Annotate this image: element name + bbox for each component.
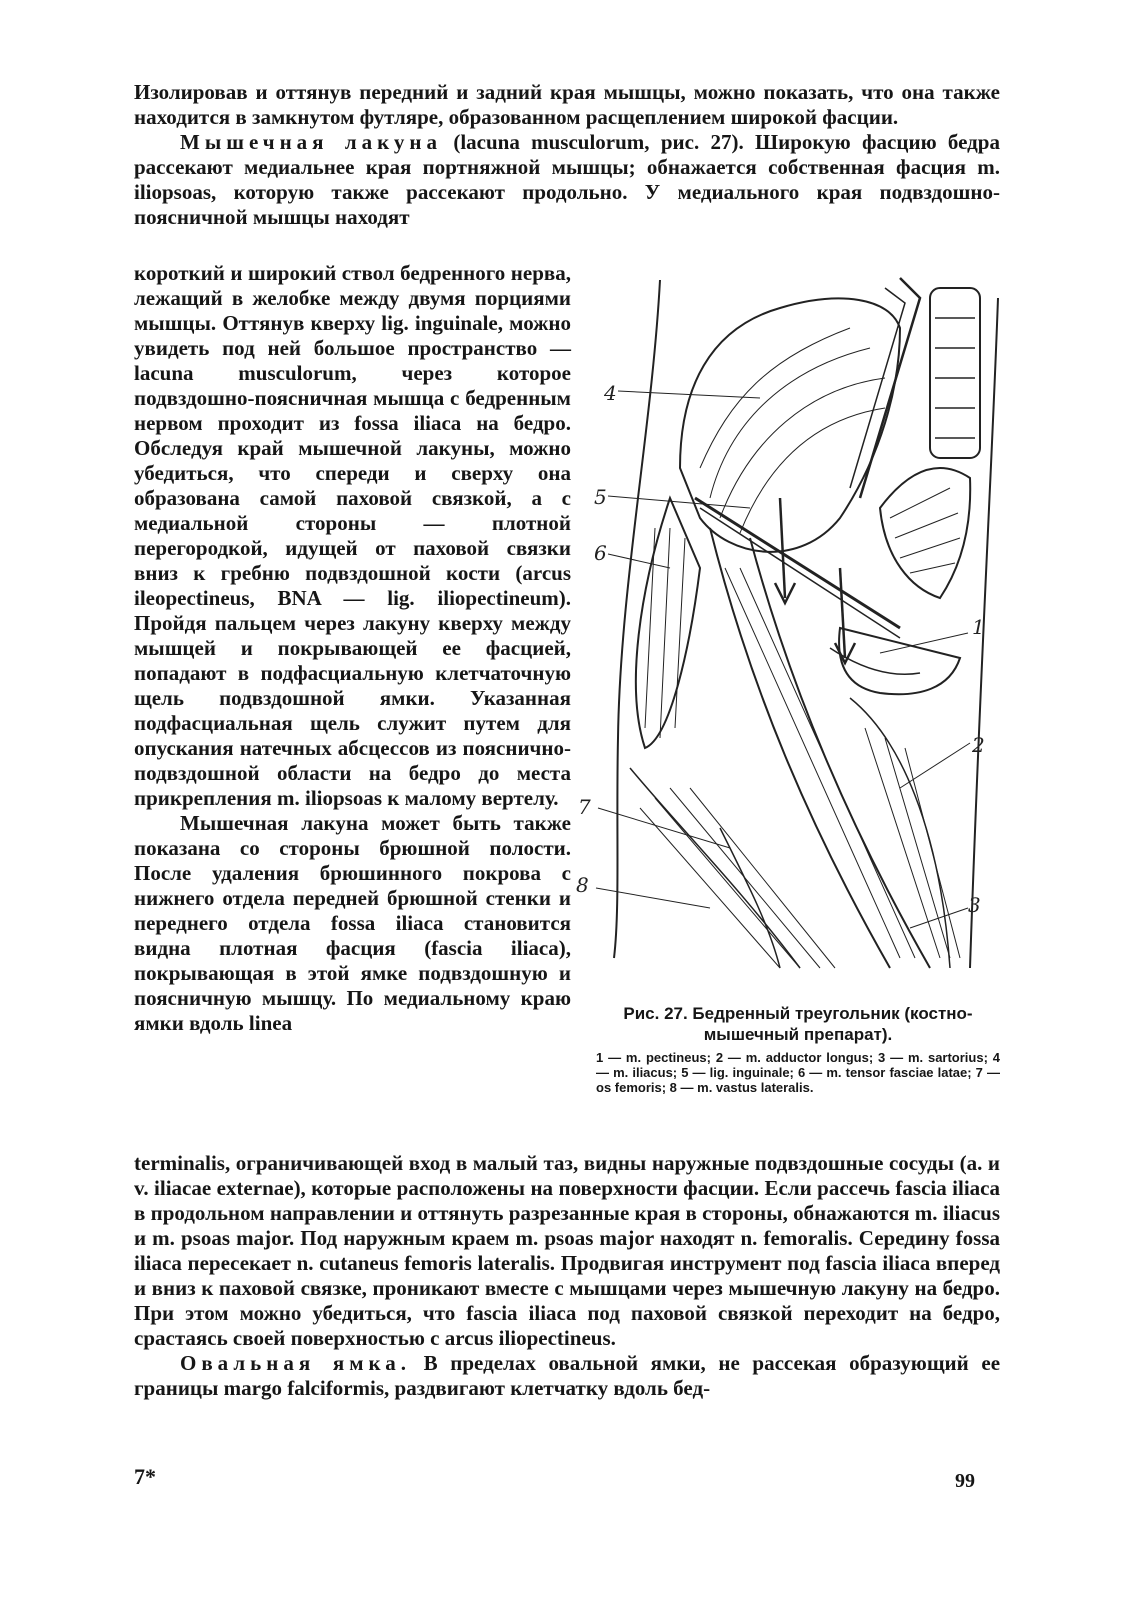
figure-label-2: 2: [972, 733, 985, 757]
figure-label-7: 7: [578, 795, 591, 819]
paragraph-intro: Изолировав и оттянув передний и задний края мышцы, можно показать, что она также находится в замкнутом футляре, образованном расщеплением широкой фасции.: [134, 80, 1000, 129]
arrow-vascular: [840, 568, 845, 658]
leader-8: [596, 888, 710, 908]
caption-title: Рис. 27. Бедренный треугольник (костно-мышечный препарат).: [623, 1004, 973, 1044]
figure-27-illustration: [576, 268, 1000, 998]
bottom-paragraph-1: terminalis, ограничивающей вход в малый таз, видны наружные подвздошные сосуды (a. и v. iliacae externae), которые расположены на поверхности фасции. Если рассечь fascia iliaca в продольном направлении и оттянуть разрезанные края в стороны, обнажаются m. iliacus и m. psoas major. Под наружным краем m. psoas major находят n. femoralis. Серединy fossa iliaca пересекает n. cutaneus femoris lateralis. Продвигая инструмент под fascia iliaca вперед и вниз к паховой связке, проникают вместе с мышцами через мышечную лакуну на бедро. При этом можно убедиться, что fascia iliaca под паховой связкой переходит на бедро, срастаясь своей поверхностью с arcus iliopectineus.: [134, 1151, 1000, 1350]
figure-caption: [596, 1003, 1000, 1095]
column-paragraph-2: Мышечная лакуна может быть также показана со стороны брюшной полости. После удаления брюшинного покрова с нижнего отдела передней брюшной стенки и переднего отдела fossa iliaca становится видна плотная фасция (fascia iliaca), покрывающая в этой ямке подвздошную и поясничную мышцу. По медиальному краю ямки вдоль linea: [134, 811, 571, 1035]
figure-label-4: 4: [604, 381, 617, 405]
spine-column: [930, 288, 980, 458]
figure-label-1: 1: [972, 615, 985, 639]
femoral-triangle-drawing: [576, 268, 1000, 998]
bottom-text-block: [134, 1151, 1000, 1401]
leader-3: [910, 908, 968, 928]
column-paragraph-1: короткий и широкий ствол бедренного нерва, лежащий в желобке между двумя порциями мышцы. Оттянув кверху lig. inguinale, можно увидеть под ней большое пространство — lacuna musculorum, через которое подвздошно-поясничная мышца с бедренным нервом проходит из fossa iliaca на бедро. Обследуя край мышечной лакуны, можно убедиться, что спереди и сверху она образована самой паховой связкой, а с медиальной стороны — плотной перегородкой, идущей от паховой связки вниз к гребню подвздошной кости (arcus ileopectineus, BNA — lig. iliopectineum). Пройдя пальцем через лакуну кверху между мышцей и покрывающей ее фасцией, попадают в подфасциальную клетчаточную щель подвздошной ямки. Указанная подфасциальная щель служит путем для опускания натечных абсцессов из пояснично-подвздошной области на бедро до места прикрепления m. iliopsoas к малому вертелу.: [134, 261, 571, 810]
top-text-block: [134, 80, 1000, 230]
iliac-wing: [680, 298, 900, 551]
left-column-text: [134, 261, 571, 1036]
iliacus-fibers: [710, 348, 870, 498]
section-heading-lacuna: Мышечная лакуна: [180, 130, 443, 154]
caption-legend: 1 — m. pectineus; 2 — m. adductor longus; 3 — m. sartorius; 4 — m. iliacus; 5 — lig. inguinale; 6 — m. tensor fasciae latae; 7 — os femoris; 8 — m. vastus lateralis.: [596, 1050, 1000, 1095]
bottom-paragraph-oval: [134, 1351, 1000, 1401]
bottom-paragraph-oval-text: В пределах овальной ямки, не рассекая образующий ее границы margo falciformis, раздвигают клетчатку вдоль бед-: [134, 1351, 1001, 1400]
arrow-lacuna: [780, 498, 785, 598]
figure-label-6: 6: [594, 541, 607, 565]
thigh-outline-left: [614, 280, 660, 958]
paragraph-lacuna-text: (lacuna musculorum, рис. 27). Широкую фасцию бедра рассекают медиальнее края портняжной мышцы; обнажается собственная фасция m. iliopsoas, которую также рассекают продольно. У медиального края подвздошно-поясничной мышцы находят: [134, 130, 1000, 229]
femur: [720, 828, 780, 968]
section-heading-oval: Овальная ямка.: [180, 1351, 412, 1375]
figure-label-5: 5: [594, 485, 607, 509]
page-number: 99: [955, 1470, 975, 1492]
signature-mark: 7*: [134, 1464, 156, 1489]
leader-2: [900, 743, 970, 788]
leader-6: [608, 554, 670, 568]
figure-label-3: 3: [968, 893, 981, 917]
inguinal-ligament: [695, 498, 900, 628]
psoas-tendon: [860, 278, 920, 498]
paragraph-lacuna: [134, 130, 1000, 230]
sacrum: [880, 468, 970, 598]
adductor-longus: [850, 698, 950, 968]
figure-label-8: 8: [576, 873, 589, 897]
